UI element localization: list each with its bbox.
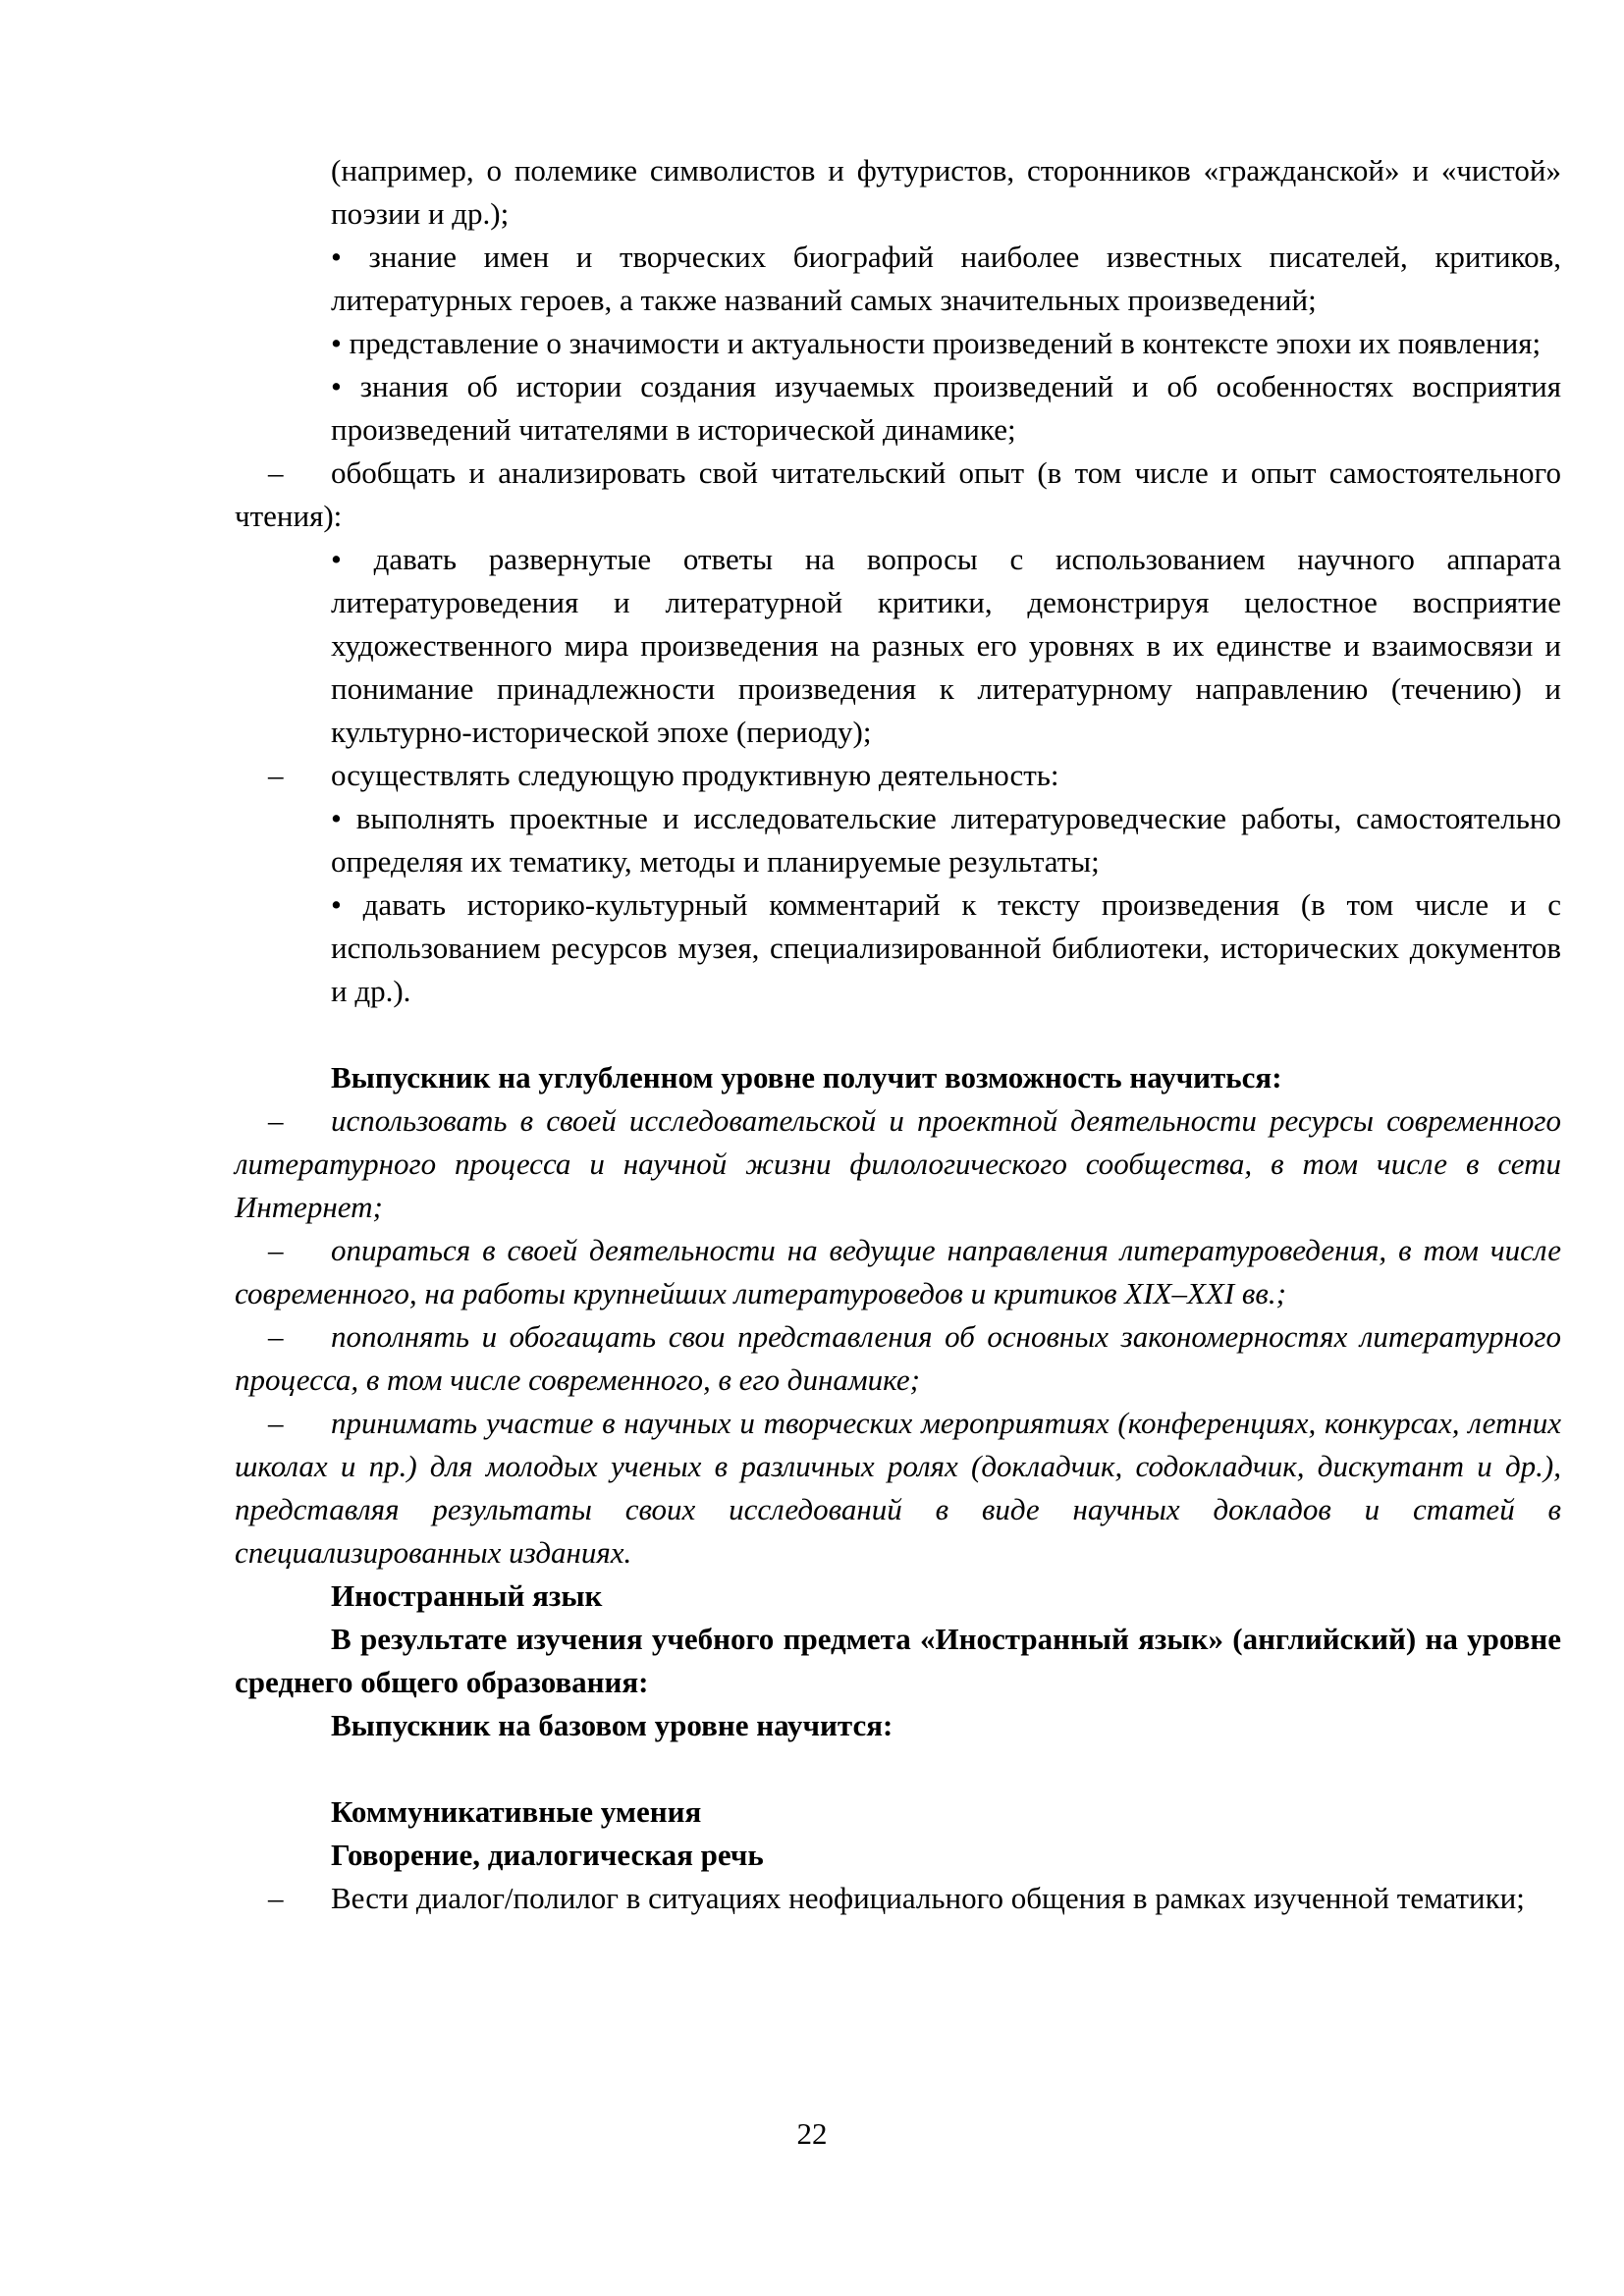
dash-item-dialogue bbox=[235, 1877, 1561, 1920]
document-page bbox=[235, 149, 1561, 1920]
dash-item-text: использовать в своей исследовательской и проектной деятельности ресурсы современного литературного процесса и научной жизни филологического сообщества, в том числе в сети Интернет; bbox=[235, 1103, 1561, 1224]
dash-marker: – bbox=[268, 758, 284, 792]
subheading-speaking-dialogue: Говорение, диалогическая речь bbox=[331, 1838, 764, 1872]
dash-item-text: принимать участие в научных и творческих мероприятиях (конференциях, конкурсах, летних школах и пр.) для молодых ученых в различных ролях (докладчик, содокладчик, дискутант и др.), представляя результаты своих исследований в виде научных докладов и статей в специализированных изданиях. bbox=[235, 1406, 1561, 1570]
bullet-item-commentary: • давать историко-культурный комментарий к тексту произведения (в том числе и с использованием ресурсов музея, специализированной библиотеки, исторических документов и др.). bbox=[331, 887, 1561, 1008]
dash-item-text: опираться в своей деятельности на ведущие направления литературоведения, в том числе современного, на работы крупнейших литературоведов и критиков XIX–XXI вв.; bbox=[235, 1233, 1561, 1310]
text-line-continuation: (например, о полемике символистов и футуристов, сторонников «гражданской» и «чистой» поэзии и др.); bbox=[331, 153, 1561, 231]
section-heading-advanced: Выпускник на углубленном уровне получит возможность научиться: bbox=[331, 1060, 1282, 1095]
dash-marker: – bbox=[268, 455, 284, 490]
dash-item-text: пополнять и обогащать свои представления об основных закономерностях литературного процесса, в том числе современного, в его динамике; bbox=[235, 1319, 1561, 1397]
page-number: 22 bbox=[796, 2116, 828, 2151]
dash-item-italic bbox=[235, 1402, 1561, 1575]
bullet-item-history: • знания об истории создания изучаемых произведений и об особенностях восприятия произведений читателями в исторической динамике; bbox=[331, 369, 1561, 447]
dash-item-italic bbox=[235, 1099, 1561, 1229]
dash-item-italic bbox=[235, 1315, 1561, 1402]
bullet-item-significance: • представление о значимости и актуальности произведений в контексте эпохи их появления; bbox=[331, 326, 1542, 360]
spacer bbox=[235, 1013, 1561, 1056]
dash-item-productive bbox=[235, 754, 1561, 797]
subheading-communicative-skills: Коммуникативные умения bbox=[331, 1794, 702, 1829]
dash-item-generalize bbox=[235, 452, 1561, 538]
section-heading-foreign-language: Иностранный язык bbox=[331, 1578, 603, 1613]
spacer bbox=[235, 1747, 1561, 1790]
dash-marker: – bbox=[268, 1881, 284, 1915]
bullet-item-detailed-answers: • давать развернутые ответы на вопросы с использованием научного аппарата литературоведения и литературной критики, демонстрируя целостное восприятие художественного мира произведения на разных его уровнях в их единстве и взаимосвязи и понимание принадлежности произведения к литературному направлению (течению) и культурно-исторической эпохе (периоду); bbox=[331, 542, 1561, 749]
dash-item-text: Вести диалог/полилог в ситуациях неофициального общения в рамках изученной тематики; bbox=[331, 1881, 1525, 1915]
dash-item-italic bbox=[235, 1229, 1561, 1315]
dash-marker: – bbox=[268, 1103, 284, 1138]
section-intro-foreign-language: В результате изучения учебного предмета «Иностранный язык» (английский) на уровне среднего общего образования: bbox=[235, 1622, 1561, 1699]
dash-item-text: обобщать и анализировать свой читательский опыт (в том числе и опыт самостоятельного чтения): bbox=[235, 455, 1561, 533]
dash-marker: – bbox=[268, 1319, 284, 1354]
dash-marker: – bbox=[268, 1233, 284, 1267]
bullet-item-names-biographies: • знание имен и творческих биографий наиболее известных писателей, критиков, литературных героев, а также названий самых значительных произведений; bbox=[331, 240, 1561, 317]
bullet-item-projects: • выполнять проектные и исследовательские литературоведческие работы, самостоятельно определяя их тематику, методы и планируемые результаты; bbox=[331, 801, 1561, 879]
dash-item-text: осуществлять следующую продуктивную деятельность: bbox=[331, 758, 1059, 792]
section-heading-basic-level: Выпускник на базовом уровне научится: bbox=[331, 1708, 893, 1742]
dash-marker: – bbox=[268, 1406, 284, 1440]
